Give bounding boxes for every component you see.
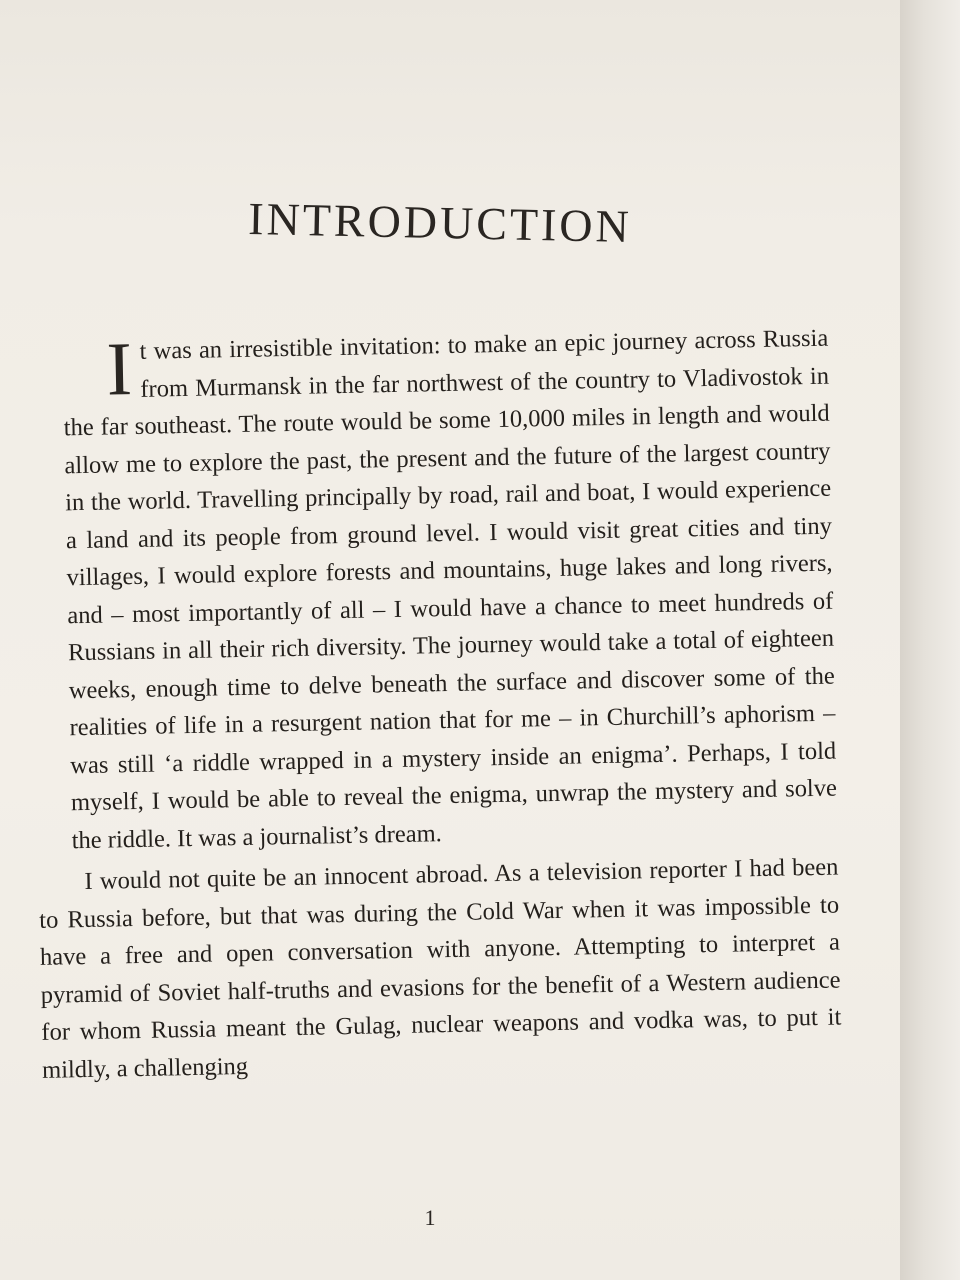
- chapter-title: INTRODUCTION: [247, 192, 633, 253]
- drop-cap: I: [105, 327, 133, 412]
- page-number: 1: [424, 1205, 436, 1230]
- paragraph-first-text: t was an irresistible invitation: to make an epic journey across Russia from Murmansk in the far northwest of the country to Vladivostok in the far southeast. The route would be some 10,000 miles in length and would allow me to explore the past, the present and the future of the largest country in the world. Travelling principally by road, rail and boat, I would experience a land and its people from ground level. I would visit great cities and tiny villages, I would explore forests and mountains, huge lakes and long rivers, and – most importantly of all – I would have a chance to meet hundreds of Russians in all their rich diversity. The journey would take a total of eighteen weeks, enough time to delve beneath the surface and discover some of the realities of life in a resurgent nation that for me – in Churchill’s aphorism – was still ‘a riddle wrapped in a mystery inside an enigma’. Perhaps, I told myself, I would be able to reveal the enigma, unwrap the mystery and solve the riddle. It was a journalist’s dream.: [63, 324, 838, 854]
- paragraph-second: I would not quite be an innocent abroad. As a television reporter I had been to Russia before, but that was during the Cold War when it was impossible to have a free and open conversation with anyone. Attempting to interpret a pyramid of Soviet half-truths and evasions for the benefit of a Western audience for whom Russia meant the Gulag, nuclear weapons and vodka was, to put it mildly, a challenging: [38, 853, 842, 1084]
- paragraph-first: [28, 320, 838, 860]
- body-text: [28, 320, 842, 1089]
- page-edge: [900, 0, 960, 1280]
